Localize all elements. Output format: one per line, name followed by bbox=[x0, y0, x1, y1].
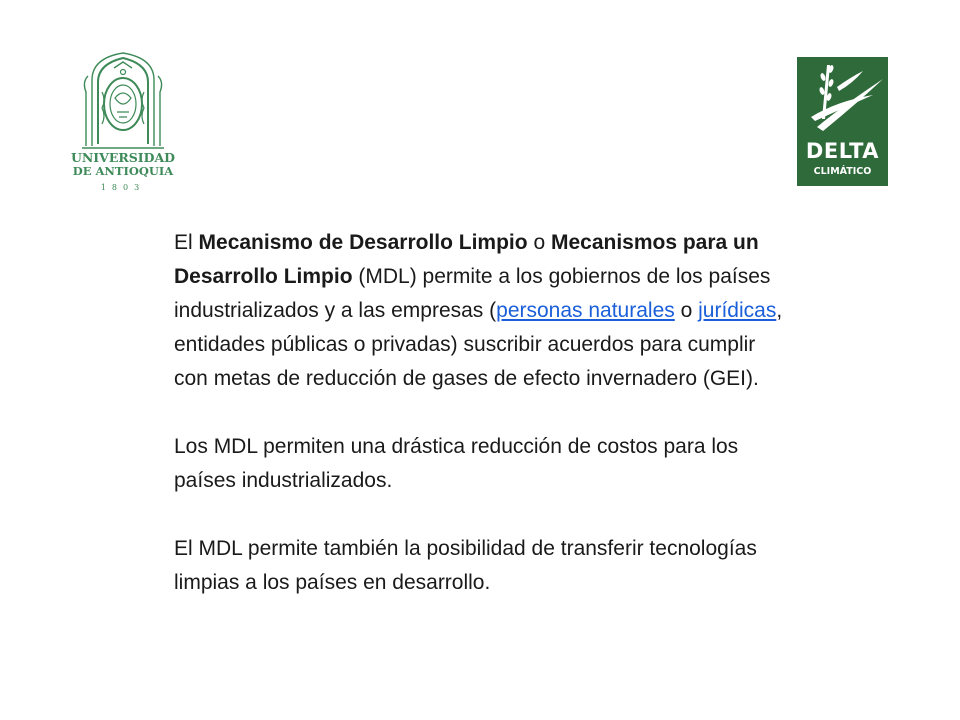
text-segment: o bbox=[527, 231, 551, 254]
text-segment: o bbox=[674, 299, 699, 322]
paragraph-technology-transfer: El MDL permite también la posibilidad de transferir tecnologías limpias a los países en desarrollo. bbox=[174, 537, 757, 594]
grass-leaves-icon bbox=[797, 57, 888, 137]
paragraph-cost-reduction: Los MDL permiten una drástica reducción de costos para los países industrializados. bbox=[174, 435, 739, 492]
text-segment: , entidades públicas o privadas) suscribir acuerdos para cumplir con metas de reducción de gases de efecto invernadero (GEI). bbox=[174, 299, 783, 390]
delta-climatico-logo bbox=[797, 57, 888, 186]
link-juridicas[interactable]: jurídicas bbox=[698, 299, 777, 322]
university-name-line1: UNIVERSIDAD bbox=[70, 150, 176, 165]
text-segment: El bbox=[174, 231, 199, 254]
delta-title: DELTA bbox=[805, 139, 880, 163]
university-year: 1803 bbox=[100, 183, 146, 192]
university-name-line2: DE ANTIOQUIA bbox=[72, 164, 174, 178]
text-segment: (MDL) permite a los gobiernos de los países industrializados y a las empresas ( bbox=[174, 265, 771, 322]
paragraph-mdl-definition bbox=[174, 226, 794, 396]
link-personas-naturales[interactable]: personas naturales bbox=[496, 299, 675, 322]
main-content bbox=[174, 226, 794, 600]
term-mecanismos-para-desarrollo-limpio: Mecanismos para un Desarrollo Limpio bbox=[174, 231, 759, 288]
term-mecanismo-desarrollo-limpio: Mecanismo de Desarrollo Limpio bbox=[198, 231, 528, 254]
delta-subtitle: CLIMÁTICO bbox=[813, 166, 872, 177]
university-seal-icon bbox=[70, 52, 176, 152]
